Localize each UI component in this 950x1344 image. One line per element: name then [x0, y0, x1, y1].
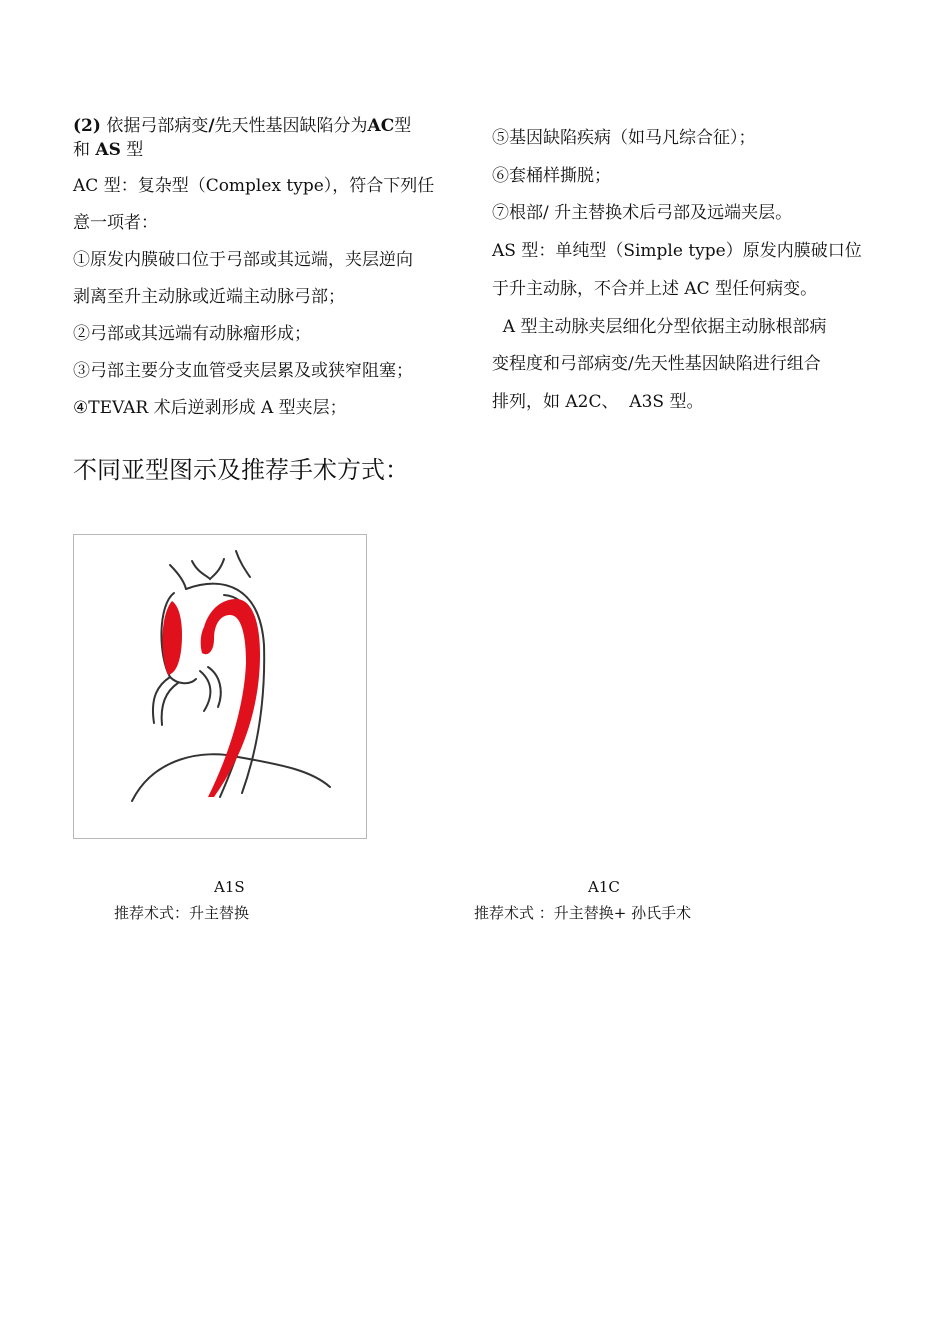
left-column: [73, 114, 463, 427]
classification-heading-line-1: [73, 114, 463, 138]
right-column: [492, 120, 892, 422]
criterion-1-line-2: 剥离至升主动脉或近端主动脉弓部；: [73, 287, 345, 307]
heading-text-2: 先天性基因缺陷分为: [214, 116, 368, 136]
criterion-2: ②弓部或其远端有动脉瘤形成；: [73, 324, 311, 344]
criterion-6: ⑥套桶样撕脱；: [492, 165, 611, 186]
aorta-diagram: [74, 535, 366, 838]
heading-text-3: 型: [394, 116, 412, 136]
summary-line-3: 排列，如 A2C、 A3S 型。: [492, 391, 704, 412]
arch-vessel-middle: [192, 559, 224, 579]
criterion-4: ④TEVAR 术后逆剥形成 A 型夹层；: [73, 398, 347, 418]
left-coronary-vessel-inner: [162, 683, 178, 725]
as-type-line-1: AS 型：单纯型（Simple type）原发内膜破口位: [492, 241, 862, 262]
dissection-red-ascending: [162, 601, 182, 675]
criterion-1-line-1: ①原发内膜破口位于弓部或其远端，夹层逆向: [73, 250, 413, 270]
heading-text-4: 和: [73, 140, 90, 160]
figure-label-a1c: A1C: [588, 878, 620, 896]
ac-type-line-2: 意一项者：: [73, 213, 158, 233]
figure-recommend-a1c: 推荐术式 ：升主替换+ 孙氏手术: [474, 904, 692, 922]
figure-label-a1s: A1S: [214, 878, 245, 896]
classification-heading-line-2: [73, 138, 463, 162]
summary-line-1: A 型主动脉夹层细化分型依据主动脉根部病: [492, 316, 827, 337]
heading-text-5: 型: [126, 140, 144, 160]
aortic-dissection-illustration: [73, 534, 367, 839]
root-vessel-right-inner: [200, 671, 210, 711]
ac-type-line-1: AC 型：复杂型（Complex type），符合下列任: [73, 176, 435, 196]
arch-vessel-right: [236, 551, 250, 577]
heading-slash: /: [208, 116, 215, 136]
section-title: 不同亚型图示及推荐手术方式：: [73, 456, 409, 484]
heading-as: AS: [95, 140, 121, 160]
heading-number: (2): [73, 116, 101, 136]
criterion-5: ⑤基因缺陷疾病（如马凡综合征）；: [492, 128, 756, 148]
heading-ac: AC: [367, 116, 395, 136]
criterion-7: ⑦根部/ 升主替换术后弓部及远端夹层。: [492, 203, 793, 224]
arch-vessel-left: [170, 565, 186, 589]
summary-line-2: 变程度和弓部病变/先天性基因缺陷进行组合: [492, 354, 821, 375]
criterion-3: ③弓部主要分支血管受夹层累及或狭窄阻塞；: [73, 361, 413, 381]
heading-text-1: 依据弓部病变: [106, 116, 209, 136]
as-type-line-2: 于升主动脉，不合并上述 AC 型任何病变。: [492, 278, 818, 299]
figure-recommend-a1s: 推荐术式：升主替换: [114, 904, 250, 922]
